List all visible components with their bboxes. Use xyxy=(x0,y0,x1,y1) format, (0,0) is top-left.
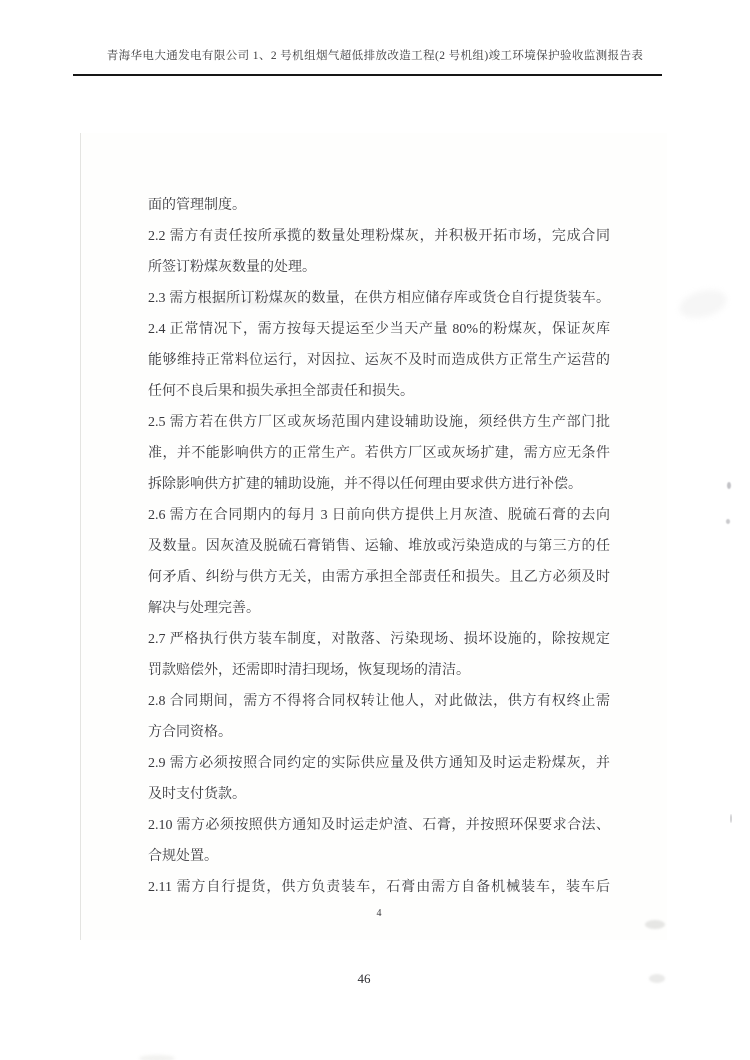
scan-artifact xyxy=(139,1055,175,1060)
text-line: 2.9 需方必须按照合同约定的实际供应量及供方通知及时运走粉煤灰，并 xyxy=(148,756,610,771)
scan-artifact xyxy=(645,920,665,929)
contract-body-text xyxy=(148,190,610,903)
text-line: 2.4 正常情况下，需方按每天提运至少当天产量 80%的粉煤灰，保证灰库 xyxy=(148,322,610,337)
text-line: 2.7 严格执行供方装车制度，对散落、污染现场、损坏设施的，除按规定 xyxy=(148,632,610,647)
text-line: 所签订粉煤灰数量的处理。 xyxy=(148,260,316,275)
report-page-number: 46 xyxy=(357,971,371,986)
text-line: 合规处置。 xyxy=(148,849,218,864)
text-line: 2.8 合同期间，需方不得将合同权转让他人，对此做法，供方有权终止需 xyxy=(148,694,610,709)
text-line: 2.2 需方有责任按所承揽的数量处理粉煤灰，并积极开拓市场，完成合同 xyxy=(148,229,610,244)
text-line: 2.6 需方在合同期内的每月 3 日前向供方提供上月灰渣、脱硫石膏的去向 xyxy=(148,508,610,523)
running-header-title: 青海华电大通发电有限公司 1、2 号机组烟气超低排放改造工程(2 号机组)竣工环境保护验收监测报告表 xyxy=(106,50,644,62)
scan-artifact xyxy=(730,814,732,823)
text-line: 2.5 需方若在供方厂区或灰场范围内建设辅助设施，须经供方生产部门批 xyxy=(148,415,610,430)
scan-artifact xyxy=(676,285,729,323)
text-line: 及时支付货款。 xyxy=(148,787,246,802)
scan-artifact xyxy=(727,482,731,489)
scan-artifact xyxy=(726,519,730,524)
text-line: 2.11 需方自行提货，供方负责装车，石膏由需方自备机械装车，装车后 xyxy=(148,880,610,895)
text-line: 2.3 需方根据所订粉煤灰的数量，在供方相应储存库或货仓自行提货装车。 xyxy=(148,291,610,306)
text-line: 2.10 需方必须按照供方通知及时运走炉渣、石膏，并按照环保要求合法、 xyxy=(148,818,610,833)
text-line: 任何不良后果和损失承担全部责任和损失。 xyxy=(148,384,414,399)
text-line: 准，并不能影响供方的正常生产。若供方厂区或灰场扩建，需方应无条件 xyxy=(148,446,610,461)
inner-page-number: 4 xyxy=(376,908,382,919)
text-line: 罚款赔偿外，还需即时清扫现场，恢复现场的清洁。 xyxy=(148,663,470,678)
header-rule-line xyxy=(73,74,662,76)
text-line: 拆除影响供方扩建的辅助设施，并不得以任何理由要求供方进行补偿。 xyxy=(148,477,582,492)
text-line: 及数量。因灰渣及脱硫石膏销售、运输、堆放或污染造成的与第三方的任 xyxy=(148,539,610,554)
text-line: 何矛盾、纠纷与供方无关，由需方承担全部责任和损失。且乙方必须及时 xyxy=(148,570,610,585)
text-line: 面的管理制度。 xyxy=(148,198,246,213)
text-line: 解决与处理完善。 xyxy=(148,601,260,616)
text-line: 方合同资格。 xyxy=(148,725,232,740)
text-line: 能够维持正常料位运行，对因拉、运灰不及时而造成供方正常生产运营的 xyxy=(148,353,610,368)
